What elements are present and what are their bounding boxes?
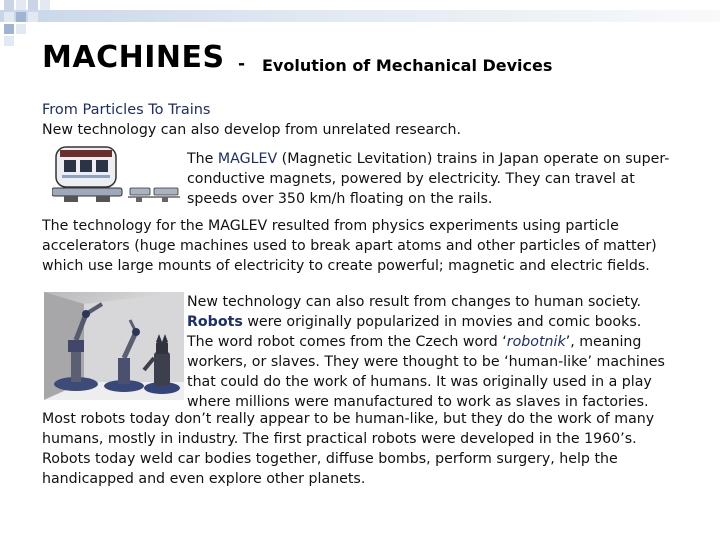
- closing-line-3: Robots today weld car bodies together, diffuse bombs, perform surgery, help the: [42, 451, 618, 467]
- particles-line-3: which use large mounts of electricity to create powerful; magnetic and electric fields.: [42, 258, 650, 274]
- header-gradient-bar: [0, 10, 720, 22]
- closing-line-1: Most robots today don’t really appear to be human-like, but they do the work of many: [42, 411, 655, 427]
- particles-line-1: The technology for the MAGLEV resulted from physics experiments using particle: [42, 218, 619, 234]
- intro-text: New technology can also develop from unrelated research.: [42, 122, 462, 138]
- robots-line-4: workers, or slaves. They were thought to be ‘human-like’ machines: [187, 354, 665, 370]
- robots-line-2-post: were originally popularized in movies and comic books.: [242, 314, 642, 330]
- robots-line-2: [187, 312, 641, 332]
- maglev-line-1-post: (Magnetic Levitation) trains in Japan operate on super-: [277, 151, 670, 167]
- robots-line-6: where millions were manufactured to work as slaves in factories.: [187, 394, 649, 410]
- closing-line-4: handicapped and even explore other planets.: [42, 471, 366, 487]
- robots-term: Robots: [187, 314, 243, 330]
- maglev-line-3: speeds over 350 km/h floating on the rails.: [187, 191, 493, 207]
- slide-title: MACHINES: [42, 40, 225, 75]
- title-separator: -: [238, 54, 246, 74]
- closing-line-2: humans, mostly in industry. The first practical robots were developed in the 1960’s.: [42, 431, 637, 447]
- robots-line-3-post: ’, meaning: [565, 334, 642, 350]
- maglev-train-image: [52, 144, 182, 204]
- maglev-line-2: conductive magnets, powered by electricity. They can travel at: [187, 171, 635, 187]
- robots-line-3: [187, 332, 641, 352]
- robots-image: [44, 292, 184, 400]
- section-heading: From Particles To Trains: [42, 102, 211, 118]
- robots-line-1: New technology can also result from changes to human society.: [187, 294, 641, 310]
- slide-subtitle: Evolution of Mechanical Devices: [262, 56, 553, 75]
- maglev-line-1-pre: The: [187, 151, 218, 167]
- maglev-term: MAGLEV: [217, 151, 278, 167]
- maglev-line-1: [187, 149, 669, 169]
- robotnik-word: robotnik: [506, 334, 566, 350]
- robots-line-5: that could do the work of humans. It was originally used in a play: [187, 374, 652, 390]
- robots-line-3-pre: The word robot comes from the Czech word ‘: [187, 334, 507, 350]
- particles-line-2: accelerators (huge machines used to break apart atoms and other particles of matter): [42, 238, 657, 254]
